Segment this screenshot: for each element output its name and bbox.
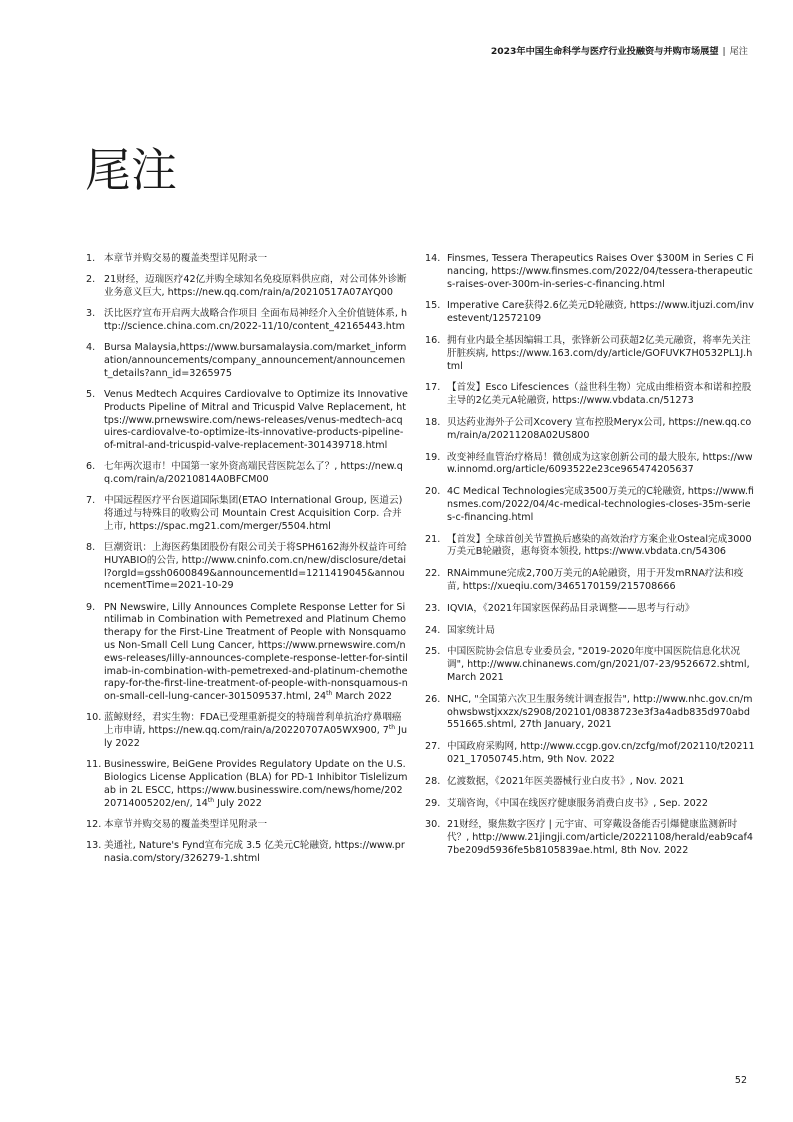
endnote-number: 18.	[425, 416, 441, 428]
endnote-item	[86, 308, 408, 334]
endnote-body: 中国医院协会信息专业委员会, "2019-2020年度中国医院信息化状况调", http://www.chinanews.com/gn/2021/07-23/9526672.shtml, March 2021	[447, 646, 750, 683]
endnote-item	[425, 568, 755, 594]
endnote-item	[86, 602, 408, 704]
endnotes-right-column	[425, 253, 755, 867]
endnote-number: 10.	[86, 712, 102, 724]
endnote-body: 21财经，迈瑞医疗42亿并购全球知名免疫原料供应商，对公司体外诊断业务意义巨大, https://new.qq.com/rain/a/20210517A07AYQ00	[104, 274, 407, 298]
endnote-text	[104, 602, 408, 704]
endnote-text	[104, 342, 408, 380]
endnote-number: 29.	[425, 797, 441, 809]
endnote-body: RNAimmune完成2,700万美元的A轮融资，用于开发mRNA疗法和疫苗, https://xueqiu.com/3465170159/215708666	[447, 568, 744, 592]
endnote-item	[86, 712, 408, 750]
endnote-number: 2.	[86, 274, 96, 286]
endnote-item	[86, 274, 408, 300]
endnote-number: 1.	[86, 253, 96, 264]
endnote-item	[425, 603, 755, 616]
endnote-number: 7.	[86, 495, 96, 507]
endnotes-left-column	[86, 253, 408, 874]
endnote-number: 25.	[425, 646, 441, 658]
endnote-number: 16.	[425, 334, 441, 346]
endnote-body: NHC, "全国第六次卫生服务统计调查报告", http://www.nhc.gov.cn/mohwsbwstjxxzx/s2908/202101/0838723e3f3a4adb835d970abd551665.shtml, 27th January, 2021	[447, 693, 753, 731]
endnote-item	[425, 646, 755, 684]
endnote-item	[425, 819, 755, 857]
endnote-number: 21.	[425, 533, 441, 545]
endnote-text	[447, 603, 755, 616]
endnote-number: 11.	[86, 759, 102, 771]
endnote-item	[86, 840, 408, 866]
endnote-body: 巨潮资讯：上海医药集团股份有限公司关于将SPH6162海外权益许可给HUYABIO的公告, http://www.cninfo.com.cn/new/disclosure/detail?orgId=gssh0600849&announcementId=1211419045&announcementTime=2021-10-29	[104, 542, 407, 592]
endnote-body: 改变神经血管治疗格局！微创成为这家创新公司的最大股东, https://www.innomd.org/article/6093522e23ce965474205637	[447, 451, 753, 476]
endnote-body: 中国政府采购网, http://www.ccgp.gov.cn/zcfg/mof/202110/t20211021_17050745.htm, 9th Nov. 2022	[447, 741, 755, 765]
endnote-text	[447, 625, 755, 638]
endnote-number: 26.	[425, 693, 441, 705]
page-number: 52	[734, 1075, 747, 1086]
endnote-text	[447, 452, 755, 478]
endnote-number: 13.	[86, 839, 102, 851]
endnote-item	[425, 417, 755, 443]
endnote-item	[86, 495, 408, 533]
endnote-body: Businesswire, BeiGene Provides Regulatory Update on the U.S. Biologics License Application (BLA) for PD-1 Inhibitor Tislelizumab in 2L ESCC, https://www.businesswire.com/news/home/20220714005202/en/, 14	[104, 759, 408, 809]
endnote-text	[104, 542, 408, 593]
endnote-item	[425, 741, 755, 767]
endnote-text	[447, 534, 755, 560]
endnote-body: 中国远程医疗平台医道国际集团(ETAO International Group, 医道云)将通过与特殊目的收购公司 Mountain Crest Acquisition Corp. 合并上市, https://spac.mg21.com/merger/5504.html	[104, 495, 403, 532]
endnote-text	[447, 694, 755, 732]
endnote-body: Imperative Care获得2.6亿美元D轮融资, https://www.itjuzi.com/investevent/12572109	[447, 300, 754, 325]
endnote-text	[447, 382, 755, 408]
endnote-date: March 2022	[332, 691, 393, 703]
endnote-number: 27.	[425, 741, 441, 753]
endnote-body: Finsmes, Tessera Therapeutics Raises Over $300M in Series C Financing, https://www.finsmes.com/2022/04/tessera-therapeutics-raises-over-300m-in-series-c-financing.html	[447, 253, 754, 290]
endnote-item	[425, 534, 755, 560]
running-header	[491, 43, 748, 57]
endnote-item	[425, 694, 755, 732]
endnote-body: 国家统计局	[447, 624, 495, 636]
ordinal-suffix: th	[207, 796, 215, 804]
endnote-text	[104, 461, 408, 487]
endnote-text	[447, 819, 755, 857]
endnote-number: 14.	[425, 253, 441, 264]
endnote-text	[447, 417, 755, 443]
endnote-number: 17.	[425, 382, 441, 394]
endnote-body: 蓝鲸财经，君实生物：FDA已受理重新提交的特瑞普利单抗治疗鼻咽癌上市申请, https://new.qq.com/rain/a/20220707A05WX900, 7	[104, 712, 402, 737]
endnote-text	[447, 335, 755, 373]
endnote-item	[86, 819, 408, 832]
endnote-item	[425, 382, 755, 408]
endnote-body: PN Newswire, Lilly Announces Complete Response Letter for Sintilimab in Combination with Pemetrexed and Platinum Chemotherapy for the First-Line Treatment of People with Nonsquamous Non-Small Cell Lung Cancer, https://www.prnewswire.com/news-releases/lilly-announces-complete-response-letter-for-sintilimab-in-combination-with-pemetrexed-and-platinum-chemotherapy-for-the-first-line-treatment-of-people-with-nonsquamous-non-small-cell-lung-cancer-301509537.html, 24	[104, 601, 408, 703]
endnote-number: 30.	[425, 819, 441, 831]
endnote-text	[447, 300, 755, 326]
endnote-text	[104, 308, 408, 334]
endnote-item	[86, 461, 408, 487]
endnote-item	[425, 452, 755, 478]
endnote-text	[447, 646, 755, 684]
page-title: 尾注	[85, 143, 177, 197]
endnote-item	[425, 335, 755, 373]
endnote-item	[86, 389, 408, 453]
endnote-body: 沃比医疗宣布开启两大战略合作项目 全面布局神经介入全价值链体系, http://science.china.com.cn/2022-11/10/content_42165443.htm	[104, 308, 408, 332]
endnote-number: 12.	[86, 818, 102, 830]
endnote-text	[104, 819, 408, 832]
endnote-item	[425, 300, 755, 326]
endnote-item	[425, 625, 755, 638]
endnote-text	[104, 274, 408, 300]
endnote-number: 3.	[86, 308, 96, 320]
endnote-date: July 2022	[214, 797, 262, 809]
endnote-number: 5.	[86, 388, 96, 400]
ordinal-suffix: th	[326, 690, 333, 698]
endnote-body: 七年两次退市！中国第一家外资高端民营医院怎么了？, https://new.qq.com/rain/a/20210814A0BFCM00	[104, 461, 403, 486]
endnote-body: 艾瑞咨询，《中国在线医疗健康服务消费白皮书》, Sep. 2022	[447, 797, 708, 809]
endnote-text	[447, 798, 755, 811]
endnote-item	[425, 486, 755, 524]
header-separator: |	[722, 46, 726, 57]
endnote-text	[447, 568, 755, 594]
endnote-text	[104, 389, 408, 453]
endnote-body: 【首发】Esco Lifesciences（益世科生物）完成由维梧资本和诺和控股主导的2亿美元A轮融资, https://www.vbdata.cn/51273	[447, 382, 752, 407]
endnote-date: July 2022	[104, 725, 408, 750]
endnote-item	[86, 542, 408, 593]
endnote-body: 【首发】全球首创关节置换后感染的高效治疗方案企业Osteal完成3000万美元B轮融资，惠每资本领投, https://www.vbdata.cn/54306	[447, 533, 752, 558]
endnote-number: 6.	[86, 461, 96, 473]
endnote-number: 23.	[425, 602, 441, 614]
endnote-body: 本章节并购交易的覆盖类型详见附录一	[104, 818, 268, 830]
endnote-body: Bursa Malaysia,https://www.bursamalaysia.com/market_information/announcements/company_announcement/announcement_details?ann_id=3265975	[104, 342, 407, 379]
endnote-body: Venus Medtech Acquires Cardiovalve to Optimize its Innovative Products Pipeline of Mitral and Tricuspid Valve Replacement, https://www.prnewswire.com/news-releases/venus-medtech-acquires-cardiovalve-to-optimize-its-innovative-products-pipeline-of-mitral-and-tricuspid-valve-replacement-301439718.html	[104, 388, 408, 452]
endnote-text	[447, 253, 755, 291]
endnote-item	[86, 253, 408, 266]
endnote-number: 28.	[425, 775, 441, 787]
endnote-text	[447, 776, 755, 789]
report-title: 2023年中国生命科学与医疗行业投融资与并购市场展望	[490, 46, 719, 57]
endnote-text	[104, 253, 408, 266]
endnote-body: 4C Medical Technologies完成3500万美元的C轮融资, https://www.finsmes.com/2022/04/4c-medical-technologies-closes-35m-series-c-financing.html	[447, 486, 754, 523]
endnote-item	[425, 776, 755, 789]
endnote-number: 9.	[86, 601, 96, 613]
endnote-body: 本章节并购交易的覆盖类型详见附录一	[104, 253, 268, 264]
endnote-number: 19.	[425, 451, 441, 463]
endnote-number: 20.	[425, 486, 441, 498]
ordinal-suffix: th	[388, 724, 396, 732]
endnote-number: 15.	[425, 300, 441, 312]
endnote-text	[447, 486, 755, 524]
endnote-item	[425, 798, 755, 811]
endnote-body: IQVIA，《2021年国家医保药品目录调整——思考与行动》	[447, 602, 695, 614]
endnote-body: 贝达药业海外子公司Xcovery 宣布控股Meryx公司, https://new.qq.com/rain/a/20211208A02US800	[447, 416, 752, 441]
endnote-body: 美通社, Nature's Fynd宣布完成 3.5 亿美元C轮融资, https://www.prnasia.com/story/326279-1.shtml	[104, 839, 405, 864]
endnote-item	[86, 342, 408, 380]
endnote-text	[104, 712, 408, 750]
endnote-body: 21财经，聚焦数字医疗 | 元宇宙、可穿戴设备能否引爆健康监测新时代？, http://www.21jingji.com/article/20221108/herald/eab9caf47be209d5936fe5b8105839ae.html, 8th Nov. 2022	[447, 819, 753, 856]
endnote-text	[447, 741, 755, 767]
endnote-number: 8.	[86, 542, 96, 554]
endnote-body: 拥有业内最全基因编辑工具，张锋新公司获超2亿美元融资，将率先关注肝脏疾病, https://www.163.com/dy/article/GOFUVK7H0532PL1J.html	[447, 334, 753, 372]
endnote-text	[104, 495, 408, 533]
endnote-number: 4.	[86, 342, 96, 354]
endnote-item	[86, 759, 408, 810]
endnote-number: 22.	[425, 568, 441, 580]
endnote-item	[425, 253, 755, 291]
endnote-body: 亿渡数据，《2021年医美器械行业白皮书》, Nov. 2021	[447, 775, 685, 787]
endnote-number: 24.	[425, 624, 441, 636]
endnote-text	[104, 759, 408, 810]
header-section-name: 尾注	[729, 46, 748, 57]
endnote-text	[104, 840, 408, 866]
